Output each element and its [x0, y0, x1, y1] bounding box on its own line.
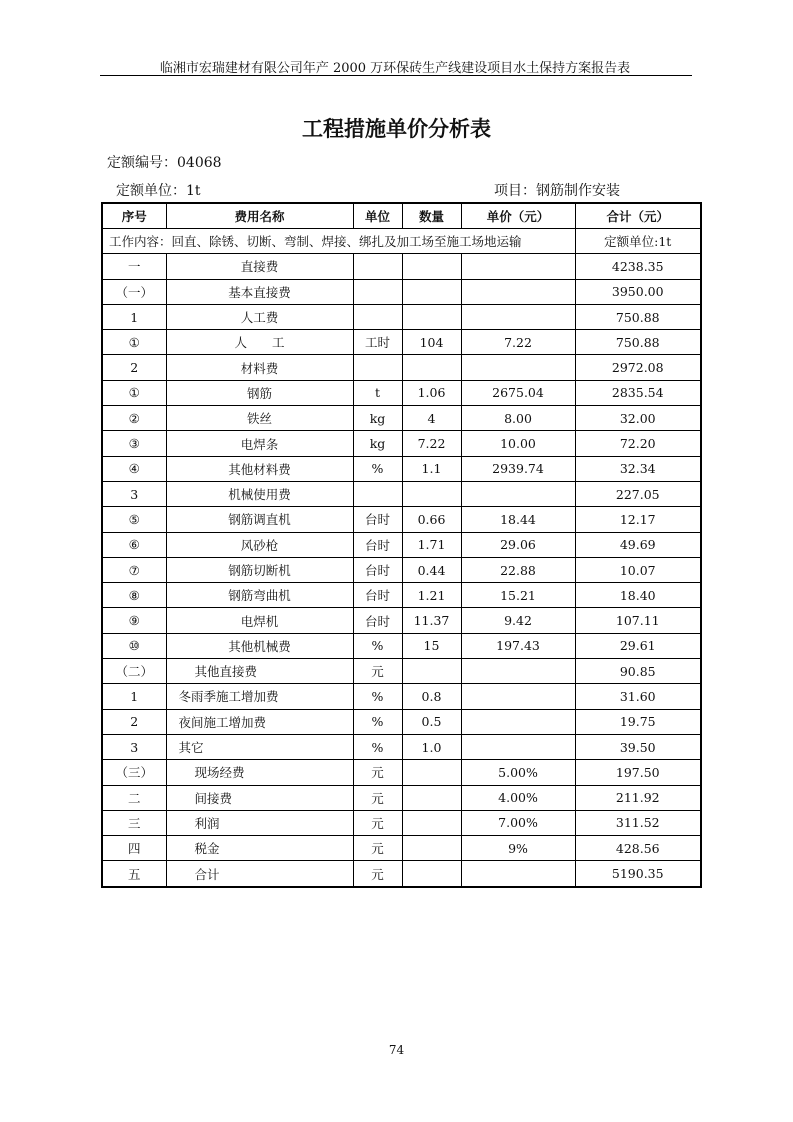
table-cell: 4238.35 — [575, 254, 701, 279]
table-cell: 元 — [353, 810, 402, 835]
table-cell: 电焊条 — [166, 431, 353, 456]
table-row — [102, 456, 701, 481]
table-row — [102, 254, 701, 279]
table-row — [102, 532, 701, 557]
table-cell: 1.06 — [402, 380, 461, 405]
table-cell: 90.85 — [575, 659, 701, 684]
table-cell: 428.56 — [575, 836, 701, 861]
table-cell: 15.21 — [461, 583, 575, 608]
column-header: 单价（元） — [461, 203, 575, 229]
table-cell: 49.69 — [575, 532, 701, 557]
table-cell — [402, 659, 461, 684]
table-cell: ⑦ — [102, 557, 166, 582]
table-row — [102, 355, 701, 380]
page-title: 工程措施单价分析表 — [302, 117, 491, 141]
table-cell: 2939.74 — [461, 456, 575, 481]
table-row — [102, 734, 701, 759]
table-cell: ⑥ — [102, 532, 166, 557]
unit-price-table — [101, 202, 702, 888]
quota-unit: 定额单位：1t — [116, 183, 201, 199]
table-row — [102, 481, 701, 506]
table-cell: 5.00% — [461, 760, 575, 785]
table-row — [102, 760, 701, 785]
table-cell: 0.66 — [402, 507, 461, 532]
table-cell — [402, 279, 461, 304]
page-number: 74 — [388, 1043, 405, 1057]
table-cell: 台时 — [353, 532, 402, 557]
column-header: 序号 — [102, 203, 166, 229]
header-rule — [100, 75, 692, 76]
table-row — [102, 557, 701, 582]
table-cell — [461, 709, 575, 734]
table-cell: ⑤ — [102, 507, 166, 532]
table-cell: （三） — [102, 760, 166, 785]
table-cell — [461, 734, 575, 759]
table-row — [102, 330, 701, 355]
table-cell: 2675.04 — [461, 380, 575, 405]
table-cell: 2 — [102, 355, 166, 380]
table-cell — [461, 481, 575, 506]
column-header: 合计（元） — [575, 203, 701, 229]
table-cell: 材料费 — [166, 355, 353, 380]
table-cell: 10.07 — [575, 557, 701, 582]
column-header: 单位 — [353, 203, 402, 229]
table-cell — [353, 481, 402, 506]
table-cell: 18.44 — [461, 507, 575, 532]
table-cell: 750.88 — [575, 330, 701, 355]
table-cell: 钢筋调直机 — [166, 507, 353, 532]
table-cell — [461, 684, 575, 709]
table-cell: 4.00% — [461, 785, 575, 810]
table-cell: 台时 — [353, 507, 402, 532]
table-cell: 电焊机 — [166, 608, 353, 633]
table-cell: 台时 — [353, 583, 402, 608]
table-cell: 台时 — [353, 608, 402, 633]
table-cell: 二 — [102, 785, 166, 810]
table-cell: 1.1 — [402, 456, 461, 481]
table-cell: 四 — [102, 836, 166, 861]
table-cell: 1.0 — [402, 734, 461, 759]
table-cell: 元 — [353, 861, 402, 887]
table-cell: % — [353, 684, 402, 709]
table-cell: 311.52 — [575, 810, 701, 835]
table-cell: 4 — [402, 406, 461, 431]
table-cell — [461, 279, 575, 304]
table-cell — [402, 760, 461, 785]
table-cell: 合计 — [166, 861, 353, 887]
table-row — [102, 507, 701, 532]
table-cell — [353, 304, 402, 329]
table-cell: 29.61 — [575, 633, 701, 658]
work-content: 工作内容：回直、除锈、切断、弯制、焊接、绑扎及加工场至施工场地运输 — [102, 229, 575, 254]
table-cell: 18.40 — [575, 583, 701, 608]
table-cell — [461, 659, 575, 684]
table-cell: 利润 — [166, 810, 353, 835]
table-cell: （一） — [102, 279, 166, 304]
table-cell: 104 — [402, 330, 461, 355]
table-cell: 2972.08 — [575, 355, 701, 380]
work-content-row — [102, 229, 701, 254]
table-cell: （二） — [102, 659, 166, 684]
table-cell: 人 工 — [166, 330, 353, 355]
table-cell: 7.00% — [461, 810, 575, 835]
table-cell: t — [353, 380, 402, 405]
table-row — [102, 684, 701, 709]
table-row — [102, 810, 701, 835]
table-cell: 22.88 — [461, 557, 575, 582]
table-cell: 15 — [402, 633, 461, 658]
table-cell: 基本直接费 — [166, 279, 353, 304]
table-cell — [353, 279, 402, 304]
table-cell: 3950.00 — [575, 279, 701, 304]
table-cell: 72.20 — [575, 431, 701, 456]
table-cell: 风砂枪 — [166, 532, 353, 557]
table-cell: 钢筋弯曲机 — [166, 583, 353, 608]
table-cell: 台时 — [353, 557, 402, 582]
table-cell — [402, 810, 461, 835]
table-cell: 9% — [461, 836, 575, 861]
table-cell: 750.88 — [575, 304, 701, 329]
table-cell: ⑧ — [102, 583, 166, 608]
table-cell: 其他直接费 — [166, 659, 353, 684]
table-cell: 5190.35 — [575, 861, 701, 887]
table-cell — [402, 836, 461, 861]
table-cell: 197.50 — [575, 760, 701, 785]
table-cell: ③ — [102, 431, 166, 456]
table-cell: 冬雨季施工增加费 — [166, 684, 353, 709]
table-cell: 夜间施工增加费 — [166, 709, 353, 734]
table-cell: 0.44 — [402, 557, 461, 582]
table-cell: ① — [102, 330, 166, 355]
table-cell — [402, 355, 461, 380]
column-header: 数量 — [402, 203, 461, 229]
table-cell: 11.37 — [402, 608, 461, 633]
table-row — [102, 785, 701, 810]
table-row — [102, 304, 701, 329]
table-cell: ④ — [102, 456, 166, 481]
table-cell: 元 — [353, 836, 402, 861]
table-cell: kg — [353, 406, 402, 431]
table-row — [102, 709, 701, 734]
table-cell: 1.71 — [402, 532, 461, 557]
table-row — [102, 431, 701, 456]
table-cell — [402, 254, 461, 279]
table-cell: 211.92 — [575, 785, 701, 810]
table-cell: 钢筋切断机 — [166, 557, 353, 582]
table-cell — [461, 254, 575, 279]
table-cell: 元 — [353, 760, 402, 785]
table-cell: 29.06 — [461, 532, 575, 557]
table-cell: ⑩ — [102, 633, 166, 658]
table-cell: 10.00 — [461, 431, 575, 456]
table-cell: 三 — [102, 810, 166, 835]
table-cell: 9.42 — [461, 608, 575, 633]
table-cell: ② — [102, 406, 166, 431]
table-cell: 机械使用费 — [166, 481, 353, 506]
table-cell: 五 — [102, 861, 166, 887]
table-cell: 0.8 — [402, 684, 461, 709]
table-cell: ① — [102, 380, 166, 405]
table-cell: 1 — [102, 684, 166, 709]
table-cell: 工时 — [353, 330, 402, 355]
table-cell: 1.21 — [402, 583, 461, 608]
table-row — [102, 279, 701, 304]
table-cell — [402, 785, 461, 810]
table-cell — [353, 254, 402, 279]
quota-code: 定额编号：04068 — [107, 155, 222, 171]
running-header: 临湘市宏瑞建材有限公司年产 2000 万环保砖生产线建设项目水土保持方案报告表 — [159, 61, 631, 76]
table-row — [102, 861, 701, 887]
table-cell: 元 — [353, 785, 402, 810]
project-name: 项目：钢筋制作安装 — [494, 183, 620, 199]
column-header: 费用名称 — [166, 203, 353, 229]
table-cell — [402, 481, 461, 506]
table-cell: 107.11 — [575, 608, 701, 633]
table-cell: 2835.54 — [575, 380, 701, 405]
table-cell: 2 — [102, 709, 166, 734]
table-row — [102, 659, 701, 684]
table-cell: 32.00 — [575, 406, 701, 431]
table-cell: 8.00 — [461, 406, 575, 431]
table-cell: ⑨ — [102, 608, 166, 633]
table-row — [102, 608, 701, 633]
table-cell: 人工费 — [166, 304, 353, 329]
table-cell: 其他机械费 — [166, 633, 353, 658]
table-cell: 直接费 — [166, 254, 353, 279]
table-row — [102, 836, 701, 861]
table-cell — [461, 304, 575, 329]
table-cell: 0.5 — [402, 709, 461, 734]
table-row — [102, 380, 701, 405]
table-row — [102, 406, 701, 431]
table-cell: 7.22 — [461, 330, 575, 355]
table-cell: 其他材料费 — [166, 456, 353, 481]
table-cell: 税金 — [166, 836, 353, 861]
table-cell — [461, 861, 575, 887]
table-cell: 1 — [102, 304, 166, 329]
table-cell: 其它 — [166, 734, 353, 759]
table-cell: 19.75 — [575, 709, 701, 734]
table-cell — [402, 304, 461, 329]
table-cell: 197.43 — [461, 633, 575, 658]
table-cell: 现场经费 — [166, 760, 353, 785]
table-cell: 钢筋 — [166, 380, 353, 405]
table-cell: 3 — [102, 734, 166, 759]
table-cell: 39.50 — [575, 734, 701, 759]
table-cell: 12.17 — [575, 507, 701, 532]
table-row — [102, 583, 701, 608]
table-cell: % — [353, 709, 402, 734]
table-cell: 32.34 — [575, 456, 701, 481]
table-cell: kg — [353, 431, 402, 456]
table-row — [102, 633, 701, 658]
table-cell: 3 — [102, 481, 166, 506]
table-cell: 铁丝 — [166, 406, 353, 431]
table-cell: 一 — [102, 254, 166, 279]
table-cell: 227.05 — [575, 481, 701, 506]
table-cell: 间接费 — [166, 785, 353, 810]
table-cell — [402, 861, 461, 887]
table-header — [102, 203, 701, 229]
table-cell — [353, 355, 402, 380]
table-cell: % — [353, 633, 402, 658]
table-cell: 31.60 — [575, 684, 701, 709]
work-unit: 定额单位:1t — [575, 229, 701, 254]
table-cell: 7.22 — [402, 431, 461, 456]
table-cell: % — [353, 456, 402, 481]
table-cell — [461, 355, 575, 380]
table-cell: 元 — [353, 659, 402, 684]
table-cell: % — [353, 734, 402, 759]
